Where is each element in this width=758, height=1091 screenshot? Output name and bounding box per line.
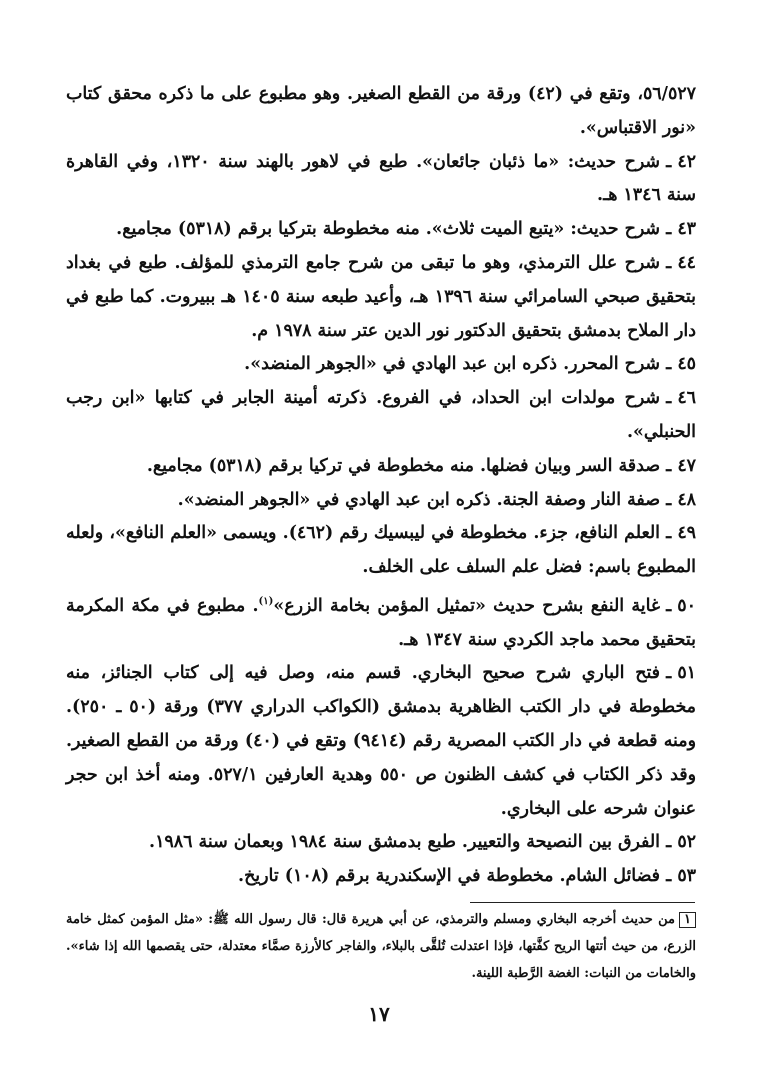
entry-number: ٥٣ ـ (666, 866, 696, 887)
footnote (66, 906, 696, 987)
page-number: ١٧ (368, 1002, 390, 1026)
entry-44 (66, 247, 696, 348)
entry-text: . مطبوع في مكة المكرمة بتحقيق محمد ماجد الكردي سنة ١٣٤٧ هـ. (66, 595, 696, 650)
entry-47 (66, 450, 696, 484)
entry-text: الفرق بين النصيحة والتعيير. طبع بدمشق سنة ١٩٨٤ وبعمان سنة ١٩٨٦. (149, 832, 660, 853)
entry-text: غاية النفع بشرح حديث «تمثيل المؤمن بخامة الزرع» (273, 595, 660, 616)
entries-list (66, 78, 696, 894)
entry-text: شرح حديث: «يتبع الميت ثلاث». منه مخطوطة بتركيا برقم (٥٣١٨) مجاميع. (116, 219, 660, 240)
entry-51 (66, 657, 696, 826)
entry-text: شرح المحرر. ذكره ابن عبد الهادي في «الجوهر المنضد». (244, 354, 660, 375)
entry-number: ٤٢ ـ (666, 151, 696, 172)
entry-number: ٥٢ ـ (666, 832, 696, 853)
entry-text: شرح مولدات ابن الحداد، في الفروع. ذكرته أمينة الجابر في كتابها «ابن رجب الحنبلي». (66, 388, 696, 442)
entry-number: ٤٩ ـ (666, 523, 696, 544)
entry-text: فتح الباري شرح صحيح البخاري. قسم منه، وصل فيه إلى كتاب الجنائز، منه مخطوطة في دار الكتب الظاهرية بدمشق (الكواكب الدراري ٣٧٧) ورقة (٥٠ ـ ٢٥٠). ومنه قطعة في دار الكتب المصرية رقم (٩٤١٤) وتقع في (٤٠) ورقة من القطع الصغير. وقد ذكر الكتاب في كشف الظنون ص ٥٥٠ وهدية العارفين ٥٢٧/١. ومنه أخذ ابن حجر عنوان شرحه على البخاري. (66, 663, 696, 819)
entry-52 (66, 826, 696, 860)
entry-50 (66, 585, 696, 657)
entry-number: ٤٤ ـ (666, 252, 696, 273)
entry-text: شرح حديث: «ما ذئبان جائعان». طبع في لاهور بالهند سنة ١٣٢٠، وفي القاهرة سنة ١٣٤٦ هـ. (66, 151, 696, 206)
footnote-text: من حديث أخرجه البخاري ومسلم والترمذي، عن أبي هريرة قال: قال رسول الله ﷺ: «مثل المؤمن كمثل خامة الزرع، من حيث أتتها الريح كفَّتها، فإذا اعتدلت تُلقَّى بالبلاء، والفاجر كالأرزة صمَّاء معتدلة، حتى يقصمها الله إذا شاء». والخامات من النبات: الغضة الرَّطبة اللينة. (66, 912, 696, 981)
entry-46 (66, 382, 696, 450)
entry-43 (66, 213, 696, 247)
footnote-divider (470, 902, 695, 903)
entry-45 (66, 348, 696, 382)
entry-number: ٤٨ ـ (666, 489, 696, 510)
entry-number: ٤٦ ـ (666, 388, 696, 409)
entry-text: صفة النار وصفة الجنة. ذكره ابن عبد الهادي في «الجوهر المنضد». (177, 489, 660, 510)
entry-number: ٤٧ ـ (666, 455, 696, 476)
entry-number: ٥٠ ـ (666, 595, 696, 616)
entry-continuation: ٥٦/٥٢٧، وتقع في (٤٢) ورقة من القطع الصغير. وهو مطبوع على ما ذكره محقق كتاب «نور الاقتباس». (66, 84, 696, 138)
entry-42 (66, 146, 696, 214)
entry-number: ٤٥ ـ (666, 354, 696, 375)
entry-53 (66, 860, 696, 894)
entry-text: صدقة السر وبيان فضلها. منه مخطوطة في تركيا برقم (٥٣١٨) مجاميع. (146, 455, 660, 476)
entry-number: ٥١ ـ (666, 663, 696, 684)
entry-48 (66, 484, 696, 518)
entry-text: العلم النافع، جزء. مخطوطة في ليبسيك رقم (٤٦٢). ويسمى «العلم النافع»، ولعله المطبوع باسم: فضل علم السلف على الخلف. (66, 523, 696, 578)
entry-number: ٤٣ ـ (666, 219, 696, 240)
entry-text: شرح علل الترمذي، وهو ما تبقى من شرح جامع الترمذي للمؤلف. طبع في بغداد بتحقيق صبحي السامرائي سنة ١٣٩٦ هـ، وأعيد طبعه سنة ١٤٠٥ هـ ببيروت. كما طبع في دار الملاح بدمشق بتحقيق الدكتور نور الدين عتر سنة ١٩٧٨ م. (66, 252, 696, 341)
footnote-marker: ١ (679, 912, 696, 928)
entry-text: فضائل الشام. مخطوطة في الإسكندرية برقم (١٠٨) تاريخ. (238, 866, 660, 887)
footnote-ref: (١) (258, 595, 274, 607)
entry-49 (66, 517, 696, 585)
